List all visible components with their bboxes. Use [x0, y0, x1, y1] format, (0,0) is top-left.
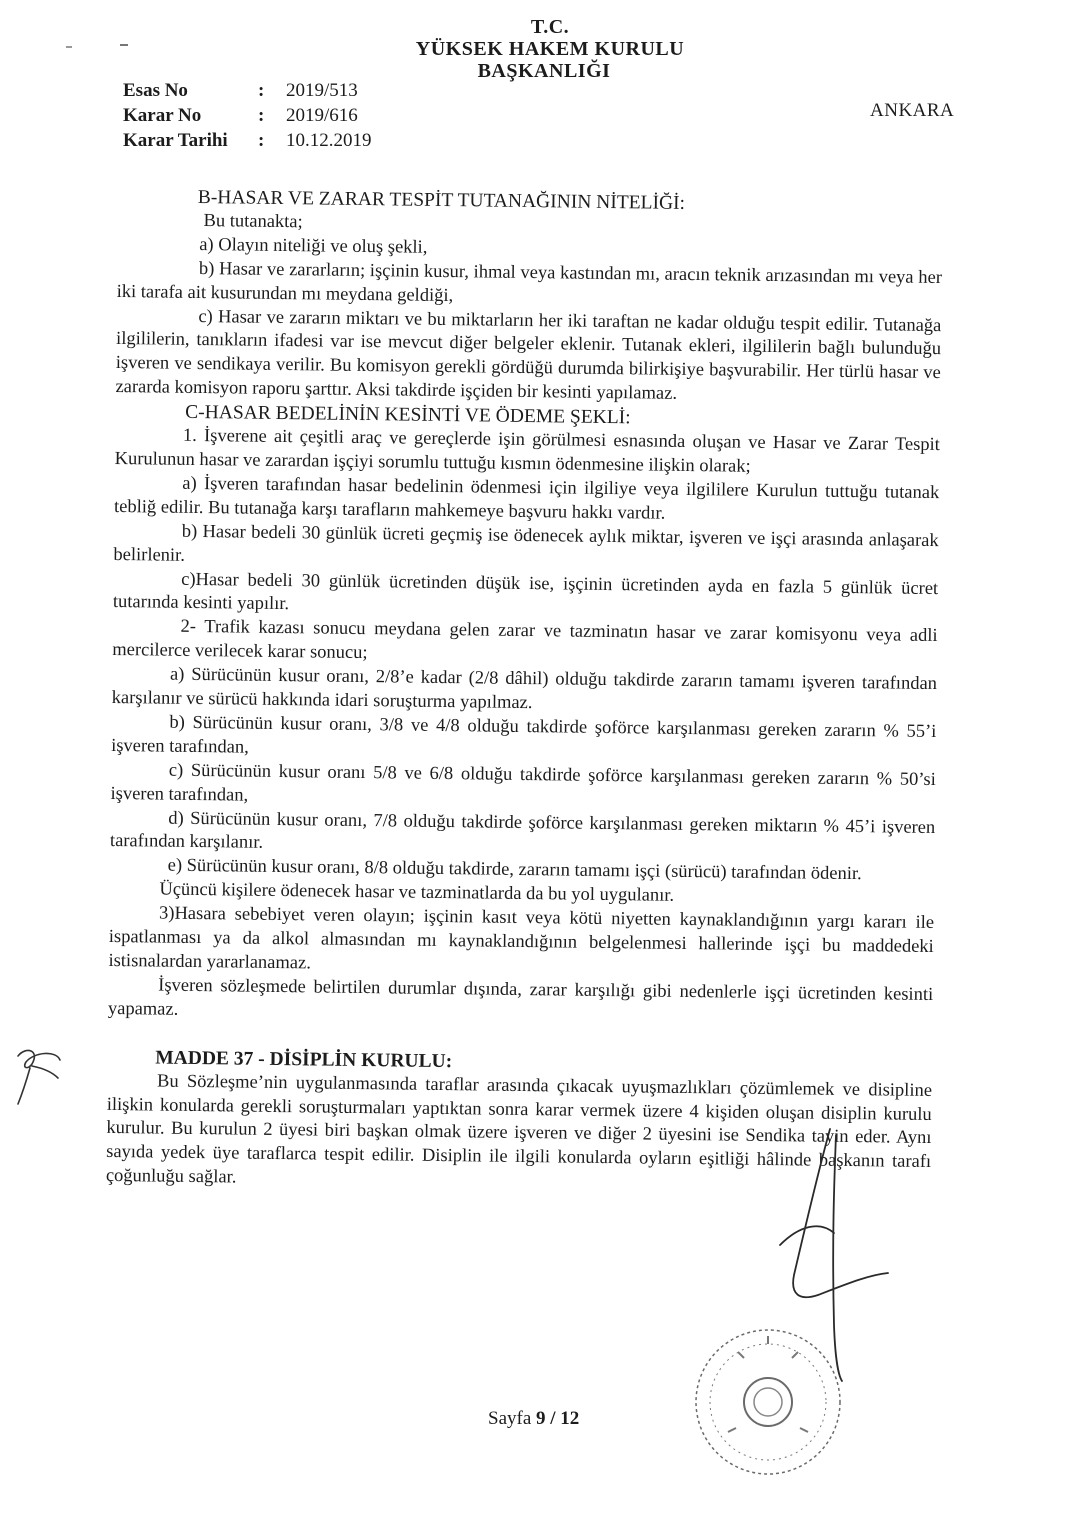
article-37-text: Bu Sözleşme’nin uygulanmasında taraflar arasında çıkacak uyuşmazlıkları çözümlemek ve disipline ilişkin konularda gerekli soruşturmaları yaptıktan sonra karar vermek üzere 4 kişiden oluşan disiplin kurulu kurulur. Bu kurulun 2 üyesi biri başkan olmak üzere işveren ve diğer 2 üyesini ise Sendika tayin eder. Aynı sayıda yedek üye taraflarca tespit edilir. Disiplin ile ilgili konularda oyların eşitliği hâlinde başkanın tarafı çoğunluğu sağlar.: [105, 1071, 933, 1188]
section-c-item-2d: d) Sürücünün kusur oranı, 7/8 olduğu takdirde şoförce karşılanması gereken miktarın % 45’i işveren tarafından karşılanır.: [109, 808, 936, 854]
section-c-item-2: 2- Trafik kazası sonucu meydana gelen zarar ve tazminatın hasar ve zarar komisyonu veya adli mercilerce verilecek karar sonucu;: [112, 617, 938, 664]
document-body: [106, 185, 943, 1199]
page-total: 12: [560, 1408, 580, 1429]
header-institution: YÜKSEK HAKEM KURULU: [415, 38, 685, 60]
page-number: [488, 1408, 579, 1430]
section-b-item-c: c) Hasar ve zararın miktarı ve bu miktarların her iki taraftan ne kadar olduğu tespit edilir. Tutanağa ilgililerin, tanıkların ifadesi var ise mevcut diğer belgeler eklenir. Tutanak ekleri, ilgililerin bağlı bulunduğu işveren ve sendikaya verilir. Bu komisyon gerekli gördüğü durumda bilirkişiye başvurabilir. Her türlü hasar ve zararda komisyon raporu şarttır. Aksi takdirde işçiden bir kesinti yapılamaz.: [115, 306, 942, 405]
tarih-label: Karar Tarihi: [123, 130, 228, 151]
section-c-item-1a: a) İşveren tarafından hasar bedelinin ödenmesi için ilgiliye veya ilgililere Kurulun tuttuğu tutanak tebliğ edilir. Bu tutanağa karşı tarafların mahkemeye başvuru hakkı vardır.: [113, 473, 940, 524]
section-b-item-a: a) Olayın niteliği ve oluş şekli,: [199, 234, 428, 258]
section-b-intro: Bu tutanakta;: [203, 210, 303, 233]
section-c-item-1c: c)Hasar bedeli 30 günlük ücretinden düşük ise, işçinin ücretinden ayda en fazla 5 günlük ücret tutarında kesinti yapılır.: [112, 569, 939, 615]
section-b-title: B-HASAR VE ZARAR TESPİT TUTANAĞININ NİTELİĞİ:: [197, 186, 686, 214]
esas-row: [123, 78, 372, 103]
page-current: 9: [536, 1408, 546, 1429]
article-37-title: MADDE 37 - DİSİPLİN KURULU:: [155, 1047, 453, 1072]
page-separator: /: [550, 1408, 556, 1429]
section-c-third-parties: Üçüncü kişilere ödenecek hasar ve tazminatlarda da bu yol uygulanır.: [159, 879, 675, 907]
section-c-item-1b: b) Hasar bedeli 30 günlük ücreti geçmiş ise ödenecek aylık miktar, işveren ve işçi arasında anlaşarak belirlenir.: [113, 521, 939, 566]
section-c-title: C-HASAR BEDELİNİN KESİNTİ VE ÖDEME ŞEKLİ:: [185, 401, 631, 429]
section-c-item-3: 3)Hasara sebebiyet veren olayın; işçinin kasıt veya kötü niyetten kaynaklandığının yargı kararı ile ispatlanması ya da alkol almasından mı kaynaklandığının belgelenmesi hallerinde işçi bu maddedeki istisnalardan yararlanamaz.: [108, 903, 935, 974]
section-c-closing: İşveren sözleşmede belirtilen durumlar dışında, zarar karşılığı gibi nedenlerle işçi ücretinden kesinti yapamaz.: [107, 975, 934, 1020]
document-header: [0, 16, 1080, 82]
page-label: Sayfa: [488, 1408, 532, 1429]
header-presidency: BAŞKANLIĞI: [477, 60, 611, 82]
official-seal-icon: [668, 1322, 868, 1482]
margin-initial-mark: [8, 1038, 66, 1108]
esas-separator: :: [258, 80, 265, 101]
section-c-item-2b: b) Sürücünün kusur oranı, 3/8 ve 4/8 olduğu takdirde şoförce karşılanması gereken zararın % 55’i işveren tarafından,: [111, 712, 937, 758]
tarih-separator: :: [258, 130, 265, 151]
section-c-item-1: 1. İşverene ait çeşitli araç ve gereçlerde işin görülmesi esnasında oluşan ve Hasar ve Zarar Tespit Kurulunun hasar ve zarardan işçiyi sorumlu tuttuğu kısmın ödenmesine ilişkin olarak;: [114, 425, 941, 477]
tarih-value: 10.12.2019: [286, 130, 372, 151]
karar-row: [123, 103, 372, 128]
city-name: ANKARA: [870, 100, 955, 121]
section-c-item-2e: e) Sürücünün kusur oranı, 8/8 olduğu takdirde, zararın tamamı işçi (sürücü) tarafından ödenir.: [167, 856, 862, 885]
karar-separator: :: [258, 105, 265, 126]
header-tc: T.C.: [530, 16, 570, 38]
section-c-item-2c: c) Sürücünün kusur oranı 5/8 ve 6/8 olduğu takdirde şoförce karşılanması gereken zararın % 50’si işveren tarafından,: [110, 760, 936, 806]
section-c-item-2a: a) Sürücünün kusur oranı, 2/8’e kadar (2/8 dâhil) olduğu takdirde zararın tamamı işveren tarafından karşılanır ve sürücü hakkında idari soruşturma yapılmaz.: [111, 664, 938, 714]
karar-value: 2019/616: [286, 105, 358, 126]
esas-value: 2019/513: [286, 80, 358, 101]
section-b-item-b: b) Hasar ve zararların; işçinin kusur, ihmal veya kastından mı, aracın teknik arızasından mı veya her iki tarafa ait kusurundan mı meydana geldiği,: [116, 258, 943, 306]
karar-label: Karar No: [123, 105, 202, 126]
case-meta: [123, 78, 372, 153]
tarih-row: [123, 128, 372, 153]
esas-label: Esas No: [123, 80, 188, 101]
